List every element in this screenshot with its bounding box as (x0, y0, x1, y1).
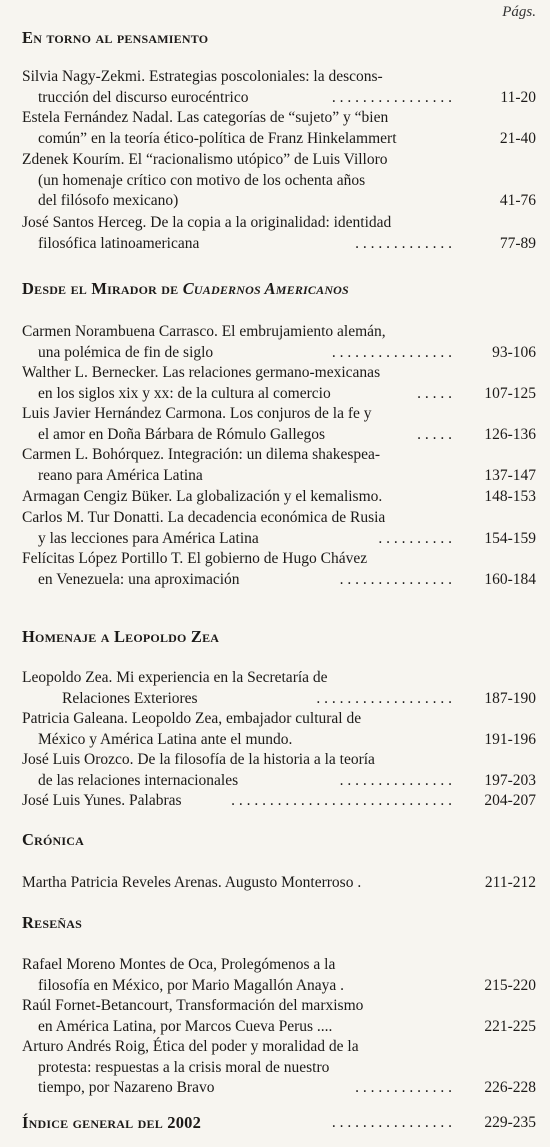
page-range: 221-225 (484, 1017, 536, 1035)
entry-line: de las relaciones internacionales . . . . . . . . . . . . . . . 197-203 (22, 771, 536, 792)
entry-line: Felícitas López Portillo T. El gobierno de Hugo Chávez (22, 550, 368, 567)
toc-entry[interactable] (22, 791, 536, 812)
toc-entry[interactable] (22, 955, 536, 996)
entry-line: José Santos Herceg. De la copia a la originalidad: identidad (22, 214, 392, 231)
entry-line: una polémica de fin de siglo . . . . . . . . . . . . . . . . 93-106 (22, 343, 536, 364)
entry-line: filosofía en México, por Mario Magallón Anaya . 215-220 (22, 976, 536, 997)
page-range: 137-147 (484, 466, 536, 484)
toc-entry[interactable] (22, 709, 536, 750)
entry-line: trucción del discurso eurocéntrico . . . . . . . . . . . . . . . . 11-20 (22, 88, 536, 109)
entry-line: común” en la teoría ético-política de Franz Hinkelammert 21-40 (22, 129, 536, 150)
entry-line: Martha Patricia Reveles Arenas. Augusto Monterroso . 211-212 (22, 873, 536, 894)
page-range: 77-89 (499, 234, 536, 252)
section-title: Reseñas (22, 913, 83, 932)
toc-entry[interactable] (22, 108, 536, 149)
entry-line: tiempo, por Nazareno Bravo . . . . . . . . . . . . . 226-228 (22, 1078, 536, 1099)
entry-line: Carlos M. Tur Donatti. La decadencia económica de Rusia (22, 509, 386, 526)
entry-line: y las lecciones para América Latina . . . . . . . . . . 154-159 (22, 529, 536, 550)
section-title: Homenaje a Leopoldo Zea (22, 627, 220, 646)
toc-entry[interactable] (22, 404, 536, 445)
entry-line: en Venezuela: una aproximación . . . . . . . . . . . . . . . 160-184 (22, 570, 536, 591)
page-range: 148-153 (484, 488, 536, 505)
entry-line: Walther L. Bernecker. Las relaciones germano-mexicanas (22, 364, 381, 381)
toc-entry[interactable] (22, 668, 536, 709)
entry-line: Leopoldo Zea. Mi experiencia en la Secretaría de (22, 669, 328, 686)
entry-line: Zdenek Kourím. El “racionalismo utópico” de Luis Villoro (22, 151, 388, 168)
entry-line: Arturo Andrés Roig, Ética del poder y moralidad de la (22, 1038, 359, 1055)
entry-line: José Luis Orozco. De la filosofía de la historia a la teoría (22, 751, 375, 768)
entry-line: en América Latina, por Marcos Cueva Perus .... 221-225 (22, 1017, 536, 1038)
page-range: 215-220 (484, 976, 536, 994)
section-title: En torno al pensamiento (22, 28, 209, 47)
entry-line: Carmen L. Bohórquez. Integración: un dilema shakespea- (22, 446, 381, 463)
page-number-header: Págs. (502, 4, 536, 20)
entry-line: protesta: respuestas a la crisis moral de nuestro (38, 1058, 330, 1076)
footer-title: Índice general del 2002 (22, 1113, 202, 1132)
page-range: 11-20 (500, 88, 536, 106)
toc-entry[interactable] (22, 67, 536, 108)
page-range: 229-235 (484, 1114, 536, 1131)
dot-leader: . . . . . . . . . . (378, 529, 452, 547)
toc-entry[interactable] (22, 487, 536, 508)
page-range: 204-207 (484, 792, 536, 809)
dot-leader: . . . . . . . . . . . . . . . (339, 570, 452, 588)
page-range: 191-196 (484, 730, 536, 748)
toc-entry[interactable] (22, 363, 536, 404)
dot-leader: . . . . . . . . . . . . . . . . . . . . . . . . . . . . . (231, 792, 452, 809)
dot-leader: . . . . . . . . . . . . . (355, 234, 452, 252)
toc-entry[interactable] (22, 873, 536, 894)
dot-leader: . . . . . . . . . . . . . (355, 1079, 452, 1096)
page-range: 93-106 (492, 343, 536, 361)
entry-line: Armagan Cengiz Büker. La globalización y el kemalismo. 148-153 (22, 487, 536, 508)
page-range: 21-40 (499, 129, 536, 147)
entry-line (22, 1113, 536, 1134)
dot-leader: . . . . . (417, 425, 452, 443)
page-range: 187-190 (484, 689, 536, 707)
page-range: 197-203 (484, 771, 536, 789)
page-range: 107-125 (484, 384, 536, 402)
page-range: 126-136 (484, 425, 536, 443)
toc-entry[interactable] (22, 1113, 536, 1134)
toc-entry[interactable] (22, 150, 536, 212)
entry-line: del filósofo mexicano) 41-76 (22, 191, 536, 212)
entry-line: filosófica latinoamericana . . . . . . . . . . . . . 77-89 (22, 234, 536, 255)
entry-line: el amor en Doña Bárbara de Rómulo Gallegos . . . . . 126-136 (22, 425, 536, 446)
toc-entry[interactable] (22, 996, 536, 1037)
toc-entry[interactable] (22, 508, 536, 549)
page-range: 154-159 (484, 529, 536, 547)
entry-line: Carmen Norambuena Carrasco. El embrujamiento alemán, (22, 323, 386, 340)
page-range: 211-212 (484, 874, 536, 891)
toc-entry[interactable] (22, 750, 536, 791)
entry-line: en los siglos xix y xx: de la cultura al comercio . . . . . 107-125 (22, 384, 536, 405)
toc-entry[interactable] (22, 445, 536, 486)
dot-leader: . . . . . . . . . . . . . . . . . . (316, 689, 452, 707)
entry-line: José Luis Yunes. Palabras . . . . . . . . . . . . . . . . . . . . . . . . . . . . . 204-207 (22, 791, 536, 812)
page-range: 41-76 (499, 192, 536, 209)
toc-entry[interactable] (22, 549, 536, 590)
entry-line: Relaciones Exteriores . . . . . . . . . . . . . . . . . . 187-190 (22, 689, 536, 710)
dot-leader: . . . . . (417, 384, 452, 402)
entry-line: Rafael Moreno Montes de Oca, Prolegómenos a la (22, 956, 336, 973)
entry-line: Luis Javier Hernández Carmona. Los conjuros de la fe y (22, 405, 372, 422)
section-title: Crónica (22, 830, 84, 849)
dot-leader: . . . . . . . . . . . . . . . (339, 771, 452, 789)
entry-line: (un homenaje crítico con motivo de los ochenta años (38, 171, 366, 189)
entry-line: Patricia Galeana. Leopoldo Zea, embajador cultural de (22, 710, 362, 727)
entry-line: reano para América Latina 137-147 (22, 466, 536, 487)
page-range: 160-184 (484, 570, 536, 588)
entry-line: Silvia Nagy-Zekmi. Estrategias poscoloniales: la descons- (22, 68, 383, 85)
dot-leader: . . . . . . . . . . . . . . . . (331, 88, 452, 106)
page-range: 226-228 (484, 1079, 536, 1096)
dot-leader: . . . . . . . . . . . . . . . . (331, 343, 452, 361)
toc-entry[interactable] (22, 322, 536, 363)
toc-entry[interactable] (22, 213, 536, 254)
section-title: Desde el Mirador de Cuadernos Americanos (22, 279, 349, 298)
dot-leader: . . . . . . . . . . . . . . . . (331, 1114, 452, 1131)
entry-line: Estela Fernández Nadal. Las categorías de “sujeto” y “bien (22, 109, 389, 126)
toc-entry[interactable] (22, 1037, 536, 1099)
entry-line: Raúl Fornet-Betancourt, Transformación del marxismo (22, 997, 364, 1014)
entry-line: México y América Latina ante el mundo. 191-196 (22, 730, 536, 751)
